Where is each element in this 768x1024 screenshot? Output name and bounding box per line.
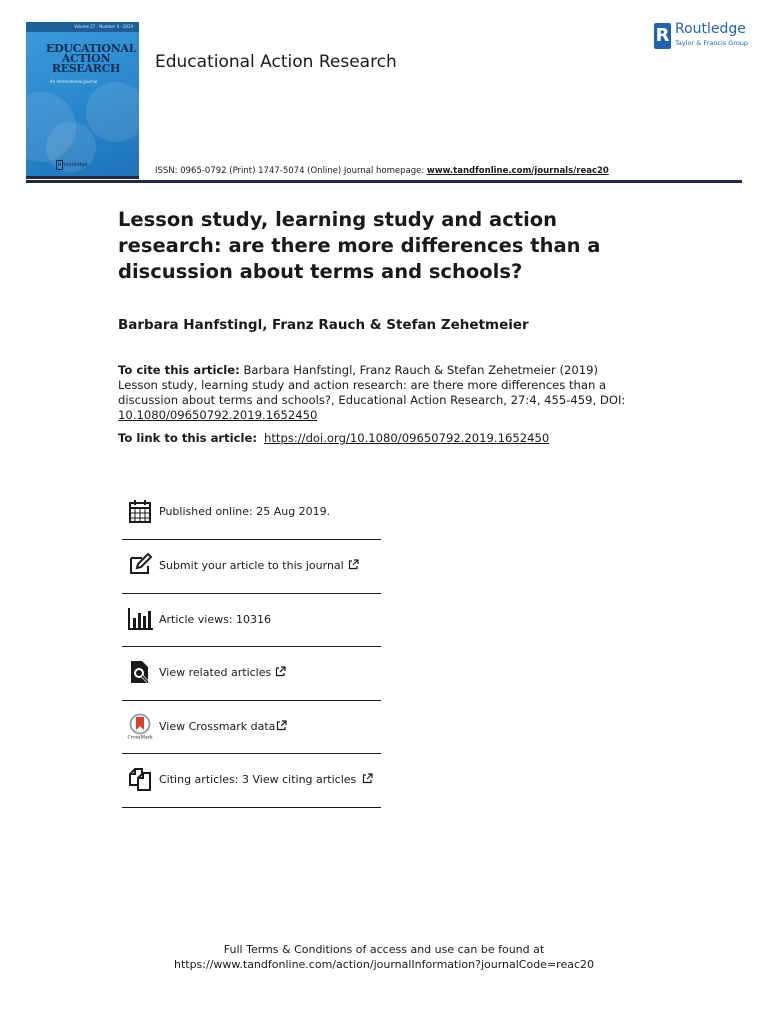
- published-date: Published online: 25 Aug 2019.: [159, 505, 331, 518]
- footer-terms-text: Full Terms & Conditions of access and use can be found at: [223, 943, 545, 956]
- issn-line: [155, 166, 609, 176]
- external-link-icon: [362, 773, 373, 784]
- related-articles-label: View related articles: [159, 666, 272, 679]
- journal-homepage-link[interactable]: www.tandfonline.com/journals/reac20: [426, 166, 609, 176]
- cover-subtitle: An International Journal: [50, 79, 98, 84]
- cover-decoration: [86, 82, 139, 142]
- article-views: Article views: 10316: [159, 612, 272, 626]
- info-item-related[interactable]: [122, 647, 381, 701]
- calendar-icon: [126, 498, 154, 524]
- footer-terms-url[interactable]: https://www.tandfonline.com/action/journalInformation?journalCode=reac20: [173, 958, 595, 971]
- cover-title: EDUCATIONAL ACTION RESEARCH: [46, 42, 137, 75]
- issn-text: ISSN: 0965-0792 (Print) 1747-5074 (Online) Journal homepage:: [155, 166, 427, 176]
- cite-doi-link[interactable]: 10.1080/09650792.2019.1652450: [118, 408, 318, 422]
- info-item-published: [122, 486, 381, 540]
- publisher-name: Routledge: [675, 21, 746, 37]
- citing-articles-icon: [126, 766, 154, 792]
- crossmark-label: View Crossmark data: [159, 719, 276, 733]
- crossmark-logo-text: CrossMark: [127, 735, 153, 739]
- info-item-views: [122, 594, 381, 648]
- article-info-list: [122, 486, 381, 808]
- journal-title: Educational Action Research: [155, 52, 397, 72]
- article-doi-link[interactable]: https://doi.org/10.1080/09650792.2019.1652450: [264, 431, 550, 445]
- article-link-block: [118, 431, 549, 445]
- citation-block: [118, 363, 638, 423]
- terms-footer: [0, 942, 768, 972]
- document-search-icon: [126, 659, 154, 685]
- journal-cover-image: [26, 22, 139, 176]
- info-item-citing[interactable]: [122, 754, 381, 808]
- article-authors: Barbara Hanfstingl, Franz Rauch & Stefan Zehetmeier: [118, 317, 529, 333]
- submit-article-label: Submit your article to this journal: [159, 559, 344, 572]
- cover-publisher: Routledge: [62, 162, 88, 168]
- link-label: To link to this article:: [118, 431, 262, 445]
- cover-underline: [26, 176, 139, 179]
- crossmark-link[interactable]: [159, 720, 287, 733]
- routledge-logo-icon: R: [654, 23, 671, 49]
- cite-label: To cite this article:: [118, 363, 240, 377]
- header-divider: [26, 180, 742, 183]
- article-title: Lesson study, learning study and action research: are there more differences than a discussion about terms and schools?: [118, 208, 601, 283]
- publisher-group: Taylor & Francis Group: [675, 39, 749, 47]
- external-link-icon: [276, 720, 287, 731]
- edit-icon: [126, 552, 154, 578]
- external-link-icon: [275, 666, 286, 677]
- cover-routledge-logo-icon: R: [57, 162, 62, 168]
- info-item-crossmark[interactable]: [122, 701, 381, 755]
- submit-article-link[interactable]: [159, 559, 359, 572]
- bar-chart-icon: [126, 606, 154, 632]
- crossmark-icon: [126, 713, 154, 739]
- citing-articles-link[interactable]: [159, 773, 373, 786]
- cover-top-band: [26, 22, 139, 32]
- external-link-icon: [348, 559, 359, 570]
- cover-band-text: Volume 27 · Number 4 · 2019: [74, 24, 133, 29]
- info-item-submit[interactable]: [122, 540, 381, 594]
- cite-text: Barbara Hanfstingl, Franz Rauch & Stefan Zehetmeier (2019) Lesson study, learning study and action research: are there more differences than a discussion about terms and schools?, Educational Action Research, 27:4, 455-459, DOI:: [118, 363, 626, 407]
- related-articles-link[interactable]: [159, 666, 286, 679]
- citing-articles-label: Citing articles: 3 View citing articles: [159, 773, 357, 786]
